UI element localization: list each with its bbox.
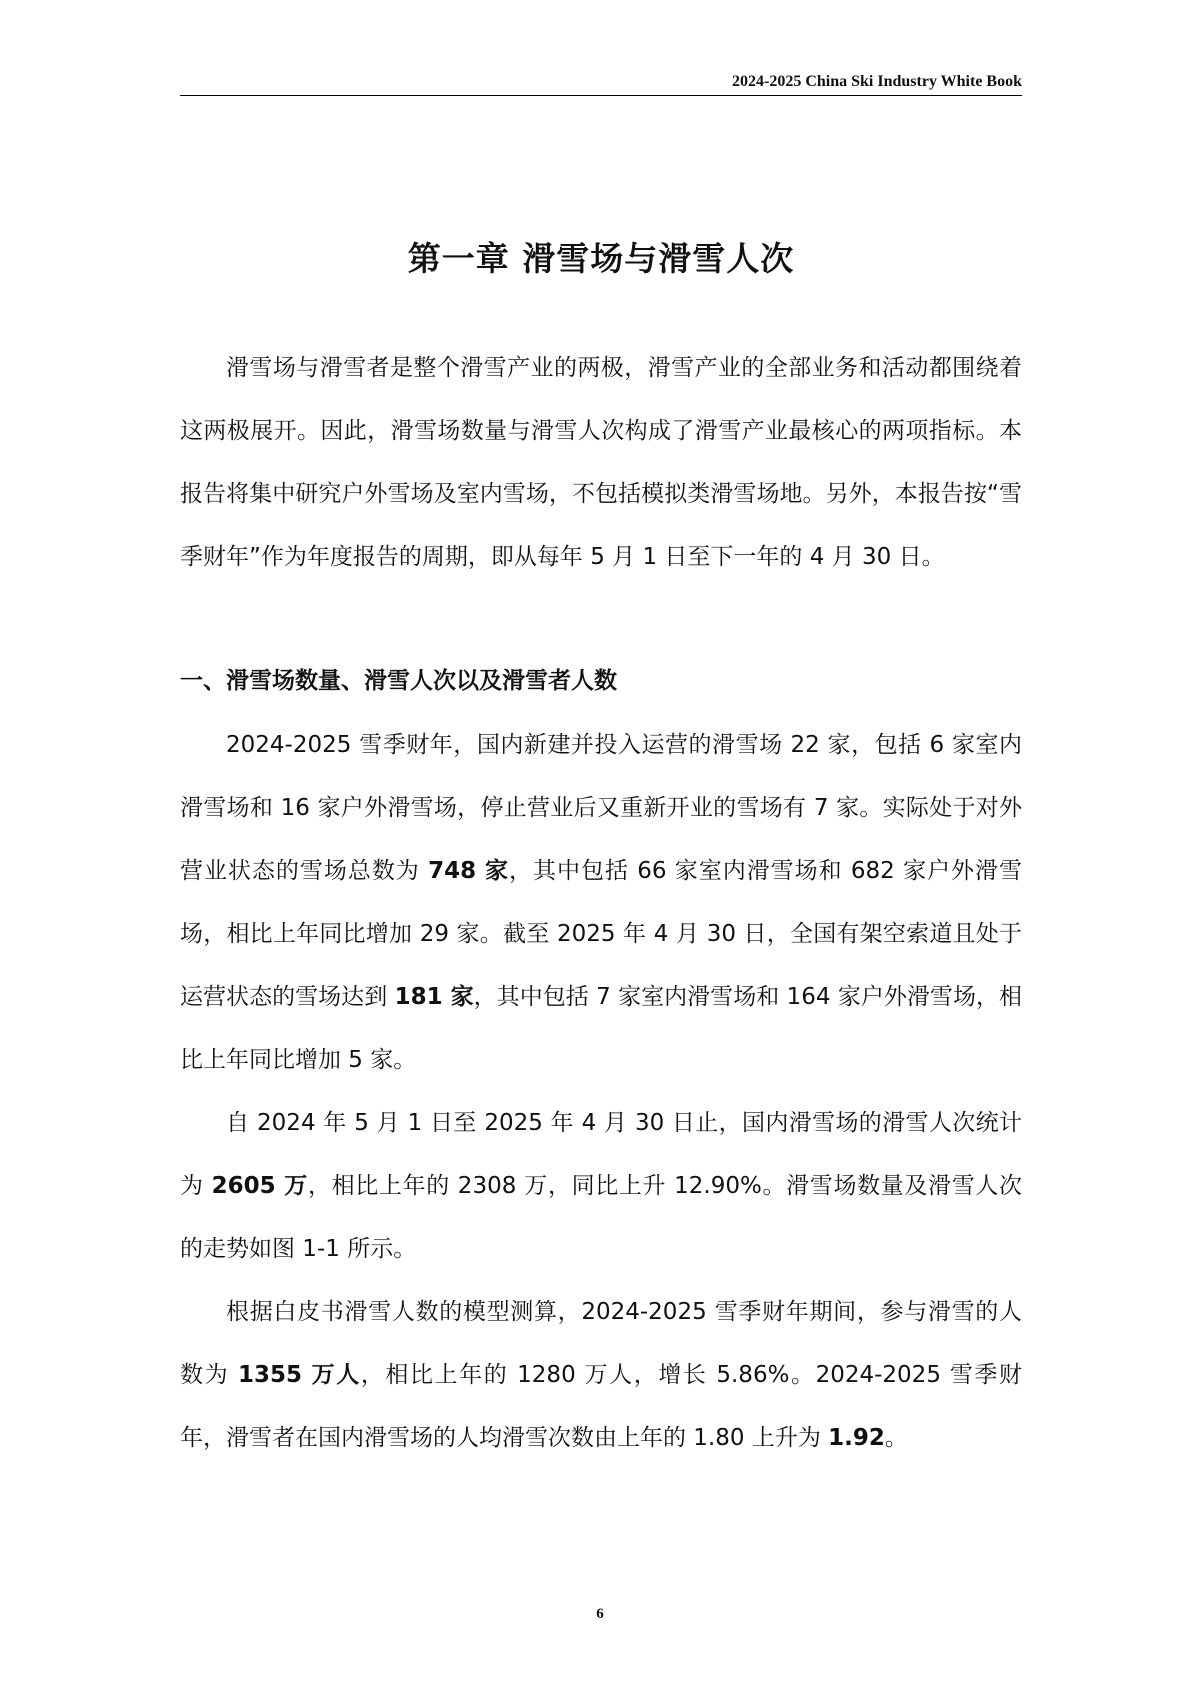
section-heading: 一、滑雪场数量、滑雪人次以及滑雪者人数 xyxy=(180,668,617,694)
text-span: ，相比上年的 2308 万，同比上升 12.90%。滑雪场数量及滑雪人次的走势如图 1-1 所示。 xyxy=(180,1173,1023,1262)
text-span: ，其中包括 7 家室内滑雪场和 164 家户外滑雪场，相比上年同比增加 5 家。 xyxy=(180,984,1022,1073)
intro-paragraph: 滑雪场与滑雪者是整个滑雪产业的两极，滑雪产业的全部业务和活动都围绕着这两极展开。因此，滑雪场数量与滑雪人次构成了滑雪产业最核心的两项指标。本报告将集中研究户外雪场及室内雪场，不包括模拟类滑雪场地。另外，本报告按“雪季财年”作为年度报告的周期，即从每年 5 月 1 日至下一年的 4 月 30 日。 xyxy=(180,355,1022,570)
text-span: 自 2024 年 5 月 1 日至 2025 年 4 月 30 日止，国内滑雪场的滑雪人次统计为 xyxy=(180,1110,1022,1199)
section-1 xyxy=(180,650,1022,1470)
page-number: 6 xyxy=(596,1606,604,1622)
paragraph-ski-resorts xyxy=(180,714,1022,1092)
header-rule xyxy=(180,95,1022,96)
text-span: 。 xyxy=(884,1425,908,1451)
paragraph-skier-visits xyxy=(180,1092,1022,1281)
bold-figure-resort-total: 748 家 xyxy=(428,858,510,884)
text-span: ，相比上年的 1280 万人，增长 5.86%。2024-2025 雪季财年，滑雪者在国内滑雪场的人均滑雪次数由上年的 1.80 上升为 xyxy=(180,1362,1022,1451)
running-header: 2024-2025 China Ski Industry White Book xyxy=(732,73,1022,90)
text-span: ，其中包括 66 家室内滑雪场和 682 家户外滑雪场，相比上年同比增加 29 家。截至 2025 年 4 月 30 日，全国有架空索道且处于运营状态的雪场达到 xyxy=(180,858,1022,1010)
chapter-title: 第一章 滑雪场与滑雪人次 xyxy=(407,239,795,279)
paragraph-skier-count xyxy=(180,1281,1022,1470)
bold-figure-visits-per-skier: 1.92 xyxy=(828,1425,885,1451)
text-span: 2024-2025 雪季财年，国内新建并投入运营的滑雪场 22 家，包括 6 家室内滑雪场和 16 家户外滑雪场，停止营业后又重新开业的雪场有 7 家。实际处于对外营业状态的雪场总数为 xyxy=(180,732,1022,884)
bold-figure-skier-visits: 2605 万 xyxy=(211,1173,308,1199)
bold-figure-skier-count: 1355 万人 xyxy=(238,1362,361,1388)
bold-figure-cableway-resorts: 181 家 xyxy=(394,984,474,1010)
intro-block xyxy=(180,337,1022,589)
text-span: 根据白皮书滑雪人数的模型测算，2024-2025 雪季财年期间，参与滑雪的人数为 xyxy=(180,1299,1022,1388)
